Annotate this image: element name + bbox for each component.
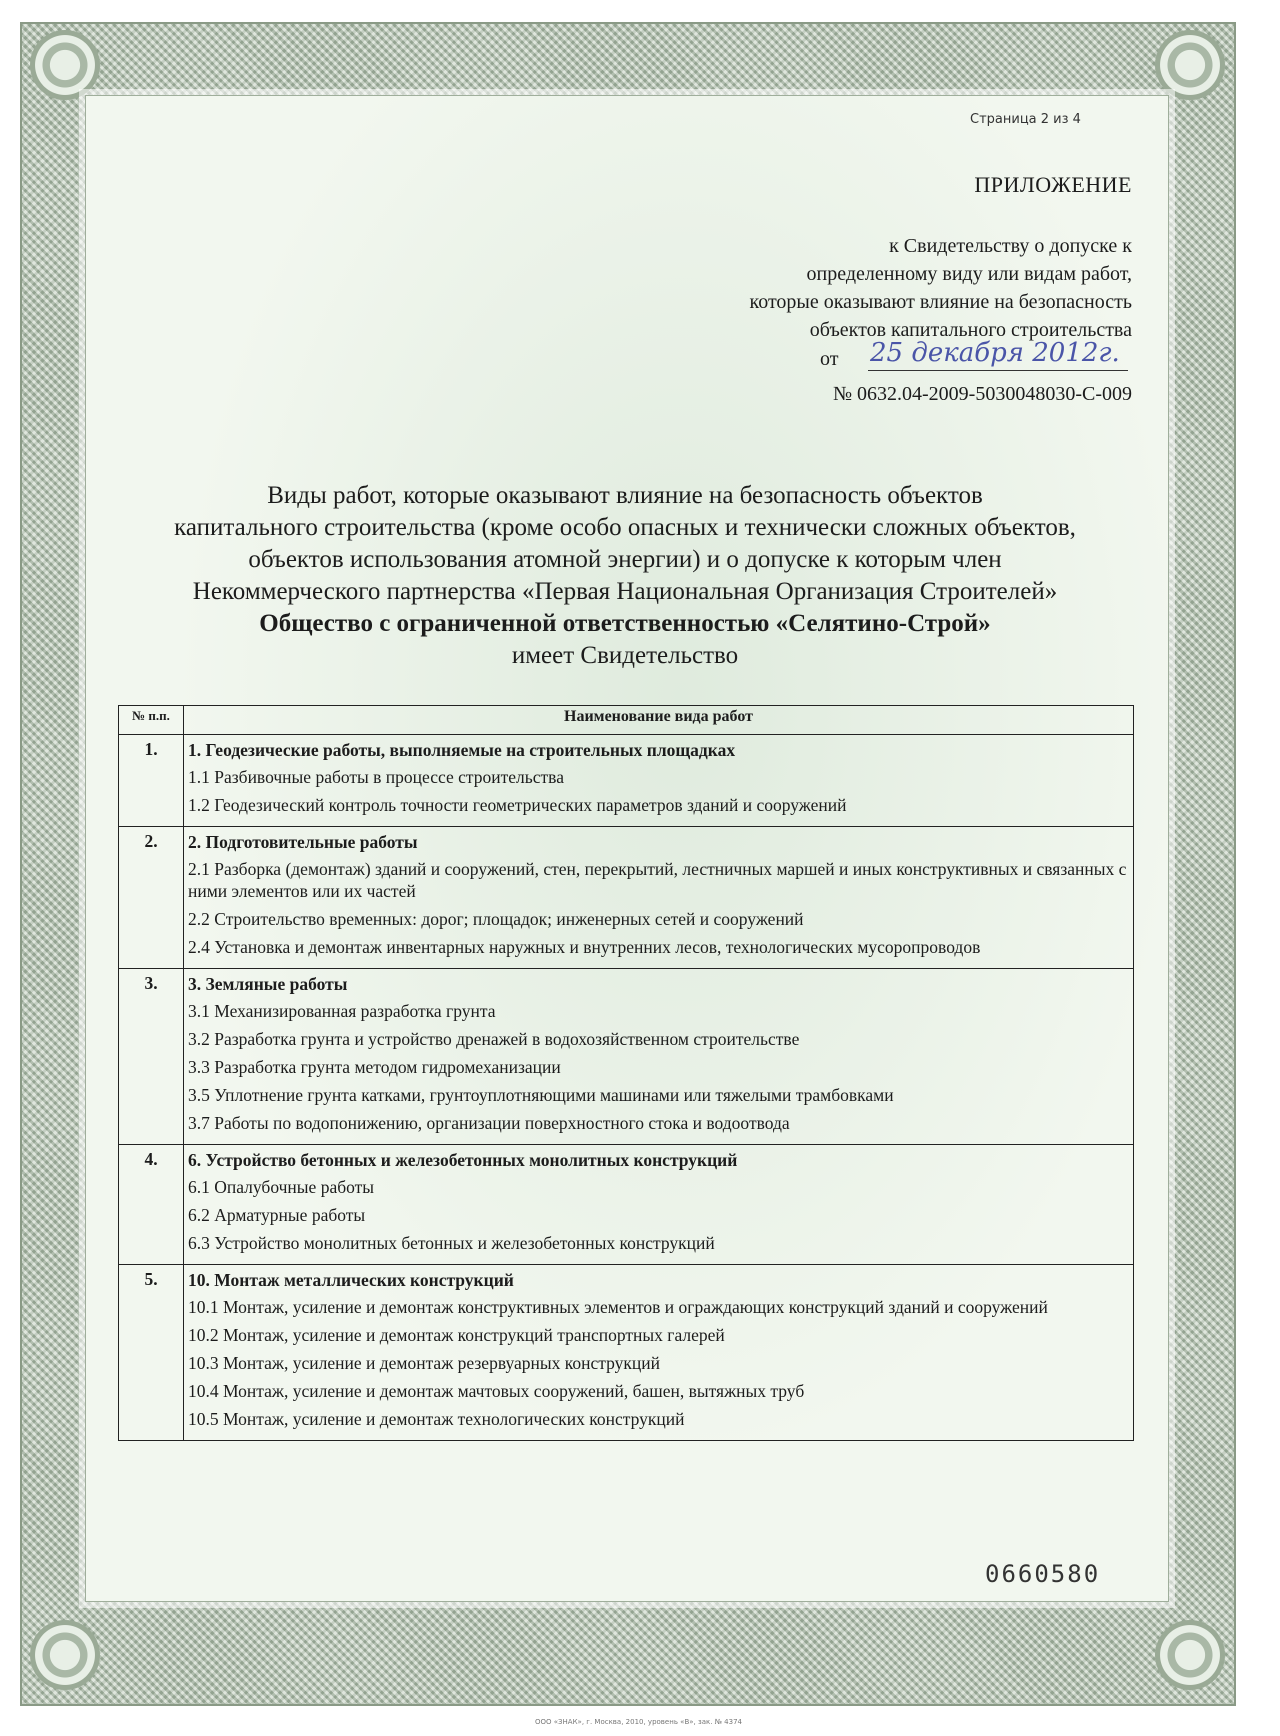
date-underline	[868, 370, 1128, 371]
work-item: 3.3 Разработка грунта методом гидромеханизации	[188, 1057, 561, 1077]
heading-line: капитального строительства (кроме особо опасных и технически сложных объектов,	[174, 514, 1076, 541]
date-row	[820, 338, 1120, 371]
appendix-line: определенному виду или видам работ,	[806, 263, 1132, 285]
work-item: 6.2 Арматурные работы	[188, 1205, 366, 1225]
work-item: 6.1 Опалубочные работы	[188, 1177, 375, 1197]
corner-rosette-bottom-right	[1155, 1620, 1225, 1690]
organization-name: Общество с ограниченной ответственностью «Селятино-Строй»	[259, 610, 991, 637]
work-item: 10.1 Монтаж, усиление и демонтаж конструктивных элементов и ограждающих конструкций зданий и сооружений	[188, 1297, 1048, 1317]
works-table-body	[119, 735, 1134, 1441]
work-item: 2.4 Установка и демонтаж инвентарных наружных и внутренних лесов, технологических мусоропроводов	[188, 937, 981, 957]
work-item: 3.1 Механизированная разработка грунта	[188, 1001, 496, 1021]
column-header-name: Наименование вида работ	[184, 706, 1134, 735]
handwritten-date: 25 декабря 2012г.	[870, 338, 1120, 368]
printer-footer: ООО «ЗНАК», г. Москва, 2010, уровень «В», зак. № 4374	[535, 1718, 742, 1726]
section-title: 10. Монтаж металлических конструкций	[188, 1270, 514, 1290]
appendix-reference	[612, 232, 1132, 344]
work-item: 10.4 Монтаж, усиление и демонтаж мачтовых сооружений, башен, вытяжных труб	[188, 1381, 805, 1401]
table-row	[119, 827, 1134, 969]
page-number: Страница 2 из 4	[970, 112, 1081, 127]
section-title: 6. Устройство бетонных и железобетонных монолитных конструкций	[188, 1150, 738, 1170]
works-table	[118, 705, 1134, 1441]
section-title: 2. Подготовительные работы	[188, 832, 418, 852]
work-item: 10.5 Монтаж, усиление и демонтаж технологических конструкций	[188, 1409, 685, 1429]
heading-line: объектов использования атомной энергии) и о допуске к которым член	[248, 546, 1002, 573]
table-row	[119, 735, 1134, 827]
row-number: 5.	[119, 1265, 184, 1441]
work-item: 2.2 Строительство временных: дорог; площадок; инженерных сетей и сооружений	[188, 909, 804, 929]
corner-rosette-top-left	[30, 30, 100, 100]
corner-rosette-bottom-left	[30, 1620, 100, 1690]
row-number: 4.	[119, 1145, 184, 1265]
appendix-line: к Свидетельству о допуске к	[889, 235, 1132, 257]
work-item: 10.3 Монтаж, усиление и демонтаж резервуарных конструкций	[188, 1353, 660, 1373]
certificate-number: № 0632.04-2009-5030048030-С-009	[832, 383, 1132, 405]
section-title: 1. Геодезические работы, выполняемые на строительных площадках	[188, 740, 736, 760]
work-item: 6.3 Устройство монолитных бетонных и железобетонных конструкций	[188, 1233, 715, 1253]
work-item: 3.7 Работы по водопонижению, организации поверхностного стока и водоотвода	[188, 1113, 790, 1133]
table-header-row	[119, 706, 1134, 735]
work-item: 1.2 Геодезический контроль точности геометрических параметров зданий и сооружений	[188, 795, 847, 815]
appendix-line: которые оказывают влияние на безопасность	[749, 291, 1132, 313]
table-row	[119, 969, 1134, 1145]
heading-line: Некоммерческого партнерства «Первая Национальная Организация Строителей»	[192, 578, 1058, 605]
appendix-title: ПРИЛОЖЕНИЕ	[974, 172, 1132, 197]
section-title: 3. Земляные работы	[188, 974, 348, 994]
table-row	[119, 1265, 1134, 1441]
row-content	[184, 1265, 1134, 1441]
row-number: 1.	[119, 735, 184, 827]
appendix-line: объектов капитального строительства	[809, 319, 1132, 341]
heading-line: Виды работ, которые оказывают влияние на безопасность объектов	[267, 482, 983, 509]
row-content	[184, 735, 1134, 827]
work-item: 2.1 Разборка (демонтаж) зданий и сооружений, стен, перекрытий, лестничных маршей и иных конструктивных и связанных с ними элементов или их частей	[188, 859, 1127, 901]
row-content	[184, 827, 1134, 969]
work-item: 3.5 Уплотнение грунта катками, грунтоуплотняющими машинами или тяжелыми трамбовками	[188, 1085, 894, 1105]
serial-number: 0660580	[985, 1560, 1101, 1588]
work-item: 3.2 Разработка грунта и устройство дренажей в водохозяйственном строительстве	[188, 1029, 800, 1049]
row-content	[184, 969, 1134, 1145]
heading-line: имеет Свидетельство	[511, 642, 739, 669]
work-item: 10.2 Монтаж, усиление и демонтаж конструкций транспортных галерей	[188, 1325, 725, 1345]
document-heading	[110, 480, 1140, 672]
corner-rosette-top-right	[1155, 30, 1225, 100]
row-number: 2.	[119, 827, 184, 969]
work-item: 1.1 Разбивочные работы в процессе строительства	[188, 767, 564, 787]
row-number: 3.	[119, 969, 184, 1145]
row-content	[184, 1145, 1134, 1265]
column-header-number: № п.п.	[119, 706, 184, 735]
date-prefix: от	[820, 348, 839, 370]
table-row	[119, 1145, 1134, 1265]
